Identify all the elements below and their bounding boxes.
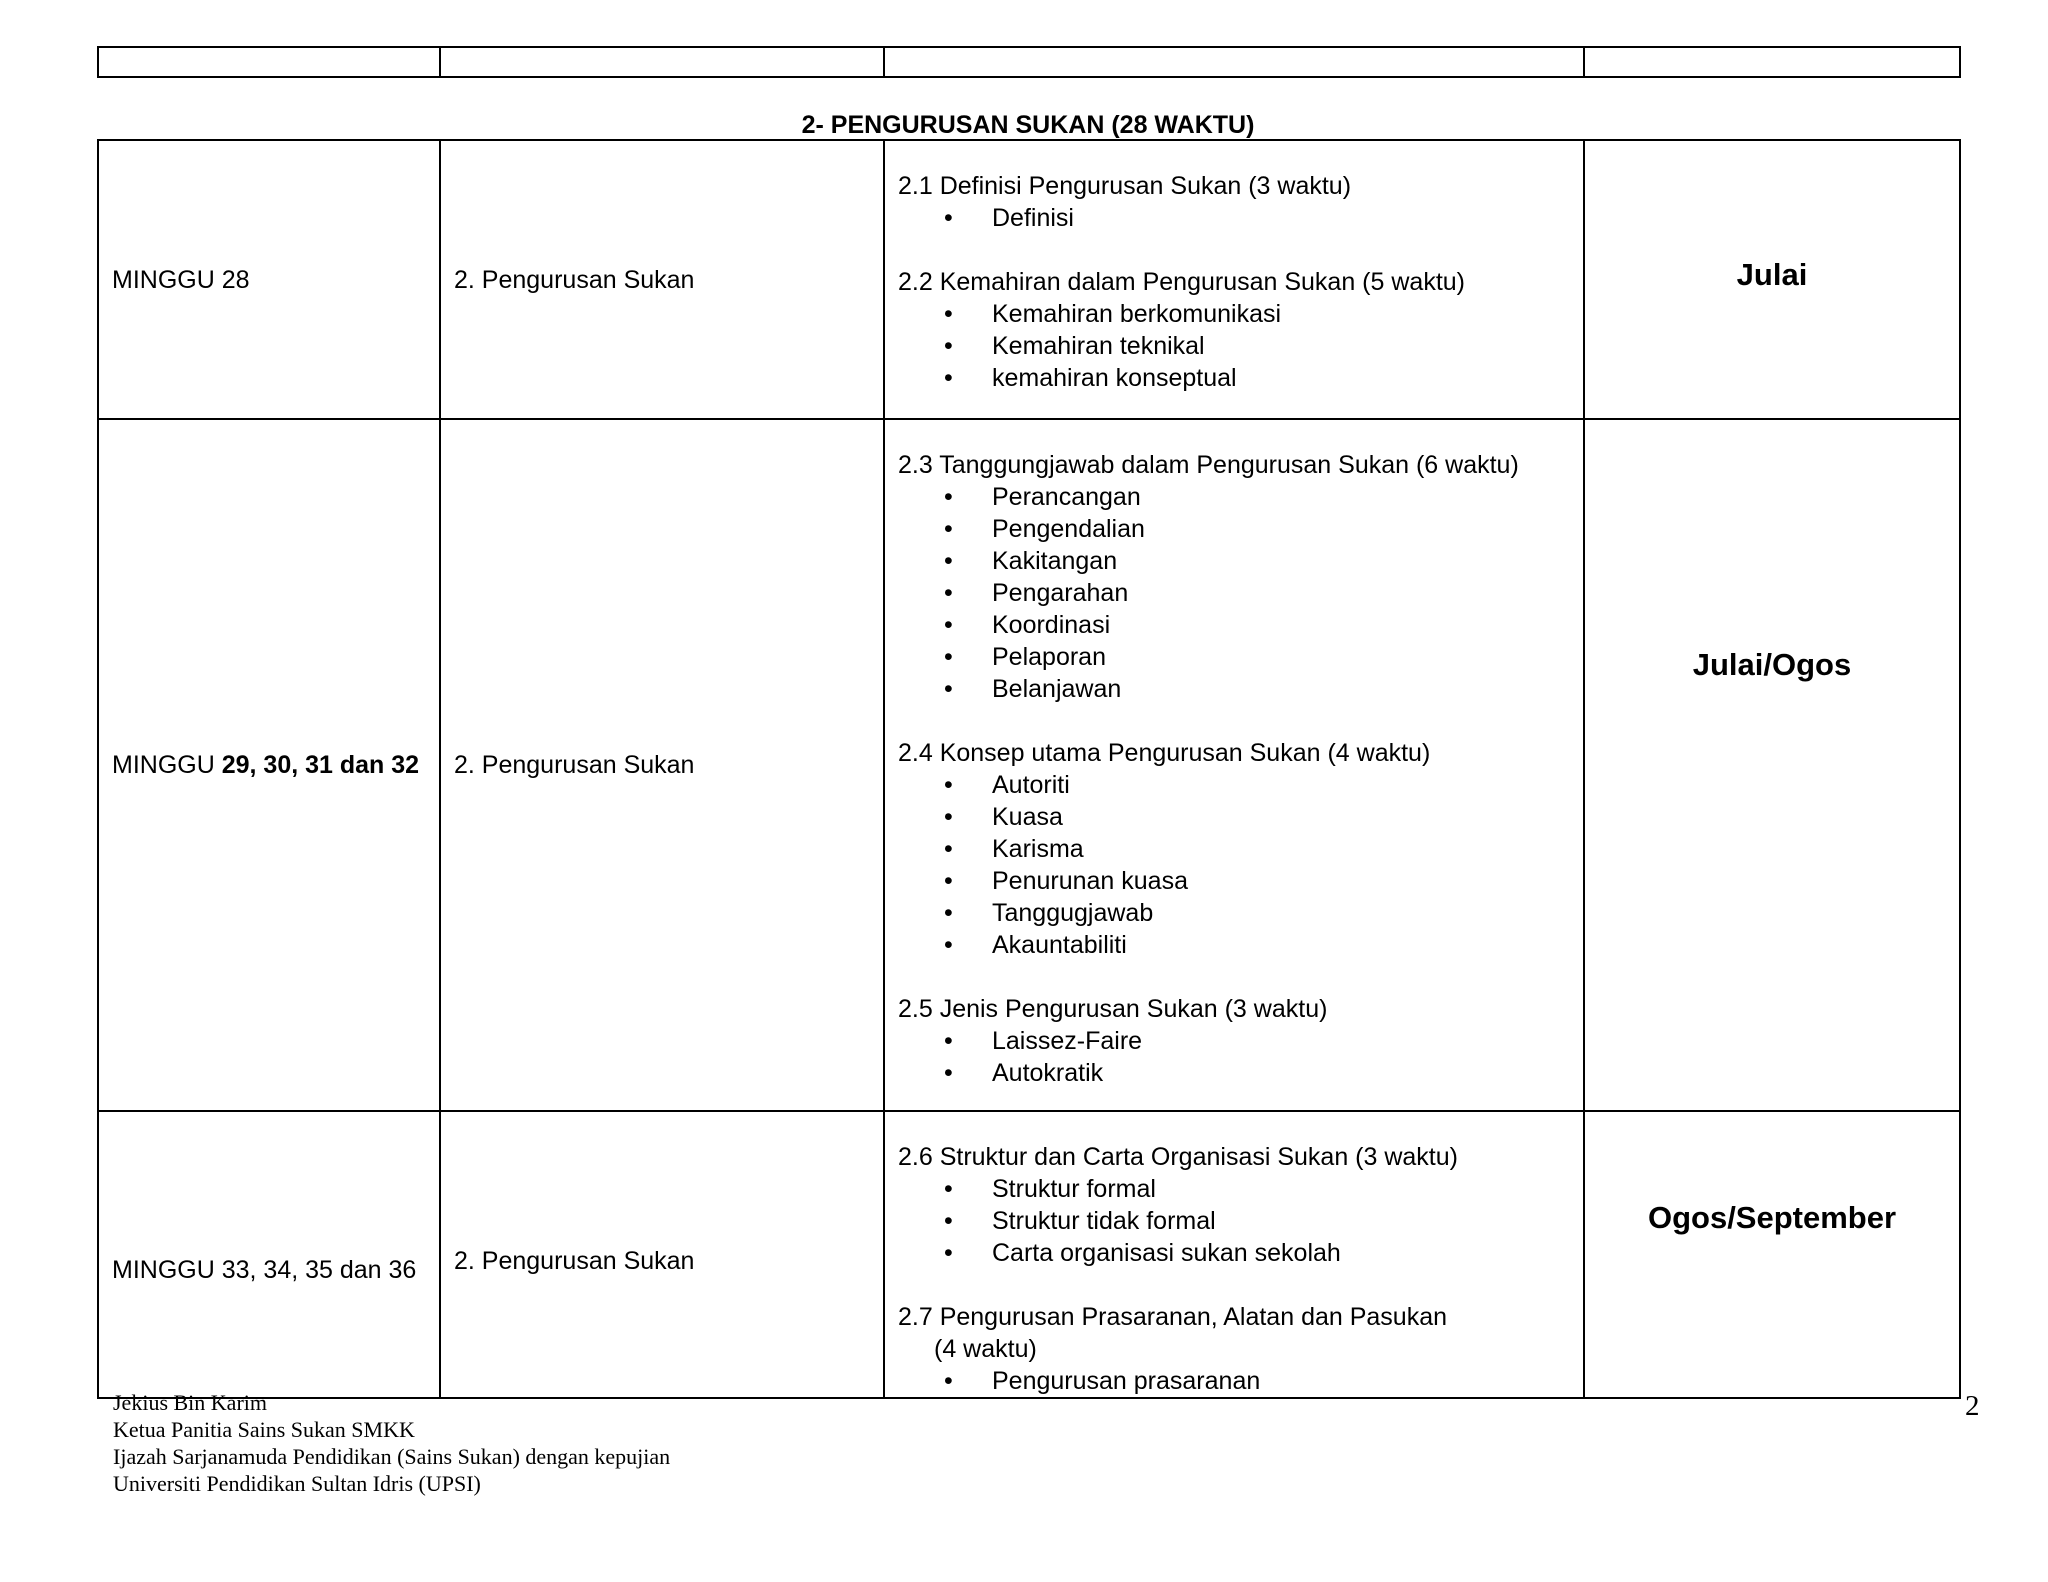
week-cell: MINGGU 29, 30, 31 dan 32 [98,419,440,1111]
topic-title: 2.6 Struktur dan Carta Organisasi Sukan (3 waktu) [898,1143,1458,1171]
topic-block [898,1141,1570,1269]
bullet-icon: • [944,1175,953,1203]
week-cell: MINGGU 33, 34, 35 dan 36 [98,1111,440,1398]
empty-cell [884,47,1584,77]
table-row [98,419,1960,1111]
bullet-icon: • [944,803,953,831]
list-item: • Pengarahan [944,579,1129,607]
topic-block [898,449,1570,705]
topic-block [898,1301,1570,1397]
footer-line: Universiti Pendidikan Sultan Idris (UPSI) [113,1471,481,1496]
bullet-icon: • [944,1059,953,1087]
list-item: • Tanggugjawab [944,899,1154,927]
bullet-icon: • [944,835,953,863]
page-number: 2 [1965,1390,1980,1422]
footer-line: Jekius Bin Karim [113,1390,267,1415]
list-item: • Koordinasi [944,611,1111,639]
top-empty-table [97,46,1961,78]
topic-block [898,993,1570,1089]
bullet-icon: • [944,899,953,927]
list-item: • Penurunan kuasa [944,867,1188,895]
unit-cell: 2. Pengurusan Sukan [440,1111,884,1398]
footer-line: Ijazah Sarjanamuda Pendidikan (Sains Sukan) dengan kepujian [113,1444,671,1469]
list-item: • Pelaporan [944,643,1106,671]
unit-cell: 2. Pengurusan Sukan [440,419,884,1111]
footer-line: Ketua Panitia Sains Sukan SMKK [113,1417,415,1442]
list-item: • Definisi [944,204,1074,232]
bullet-icon: • [944,515,953,543]
topic-title: 2.2 Kemahiran dalam Pengurusan Sukan (5 waktu) [898,268,1465,296]
month-cell: Julai [1584,140,1960,419]
topic-block [898,266,1570,394]
bullet-icon: • [944,611,953,639]
month-cell: Julai/Ogos [1584,419,1960,1111]
list-item: • Carta organisasi sukan sekolah [944,1239,1341,1267]
list-item: • Pengendalian [944,515,1145,543]
empty-table-row [98,47,1960,77]
bullet-icon: • [944,300,953,328]
list-item: • Autokratik [944,1059,1104,1087]
list-item: • Perancangan [944,483,1141,511]
topic-block [898,737,1570,961]
week-cell: MINGGU 28 [98,140,440,419]
bullet-icon: • [944,1239,953,1267]
bullet-icon: • [944,483,953,511]
topic-title: 2.3 Tanggungjawab dalam Pengurusan Sukan (6 waktu) [898,451,1519,479]
list-item: • Akauntabiliti [944,931,1127,959]
list-item: • Kemahiran teknikal [944,332,1205,360]
bullet-icon: • [944,931,953,959]
bullet-icon: • [944,1367,953,1395]
topic-block [898,170,1570,234]
bullet-icon: • [944,579,953,607]
bullet-icon: • [944,643,953,671]
topic-list [898,1025,1570,1089]
topic-list [898,481,1570,705]
bullet-icon: • [944,364,953,392]
bullet-icon: • [944,867,953,895]
topic-title: 2.4 Konsep utama Pengurusan Sukan (4 waktu) [898,739,1431,767]
topics-cell [884,419,1584,1111]
list-item: • Belanjawan [944,675,1122,703]
footer [113,1389,670,1497]
list-item: • Kuasa [944,803,1063,831]
table-row [98,1111,1960,1398]
table-row [98,140,1960,419]
schedule-table [97,139,1961,1399]
topic-list [898,1173,1570,1269]
topics-cell [884,1111,1584,1398]
bullet-icon: • [944,1207,953,1235]
list-item: • Pengurusan prasaranan [944,1367,1261,1395]
empty-cell [1584,47,1960,77]
topics-cell [884,140,1584,419]
unit-cell: 2. Pengurusan Sukan [440,140,884,419]
topic-list [898,769,1570,961]
topic-title: 2.7 Pengurusan Prasaranan, Alatan dan Pasukan (4 waktu) [898,1303,1448,1363]
topic-title: 2.5 Jenis Pengurusan Sukan (3 waktu) [898,995,1328,1023]
list-item: • Karisma [944,835,1084,863]
list-item: • Autoriti [944,771,1070,799]
list-item: • Struktur formal [944,1175,1156,1203]
topic-list [898,1365,1570,1397]
topic-list [898,298,1570,394]
bullet-icon: • [944,1027,953,1055]
list-item: • Kakitangan [944,547,1118,575]
empty-cell [98,47,440,77]
bullet-icon: • [944,547,953,575]
topic-list [898,202,1570,234]
bullet-icon: • [944,204,953,232]
bullet-icon: • [944,771,953,799]
topic-title: 2.1 Definisi Pengurusan Sukan (3 waktu) [898,172,1352,200]
bullet-icon: • [944,675,953,703]
list-item: • Kemahiran berkomunikasi [944,300,1282,328]
bullet-icon: • [944,332,953,360]
section-heading: 2- PENGURUSAN SUKAN (28 WAKTU) [801,111,1255,139]
list-item: • Laissez-Faire [944,1027,1143,1055]
list-item: • kemahiran konseptual [944,364,1237,392]
list-item: • Struktur tidak formal [944,1207,1216,1235]
empty-cell [440,47,884,77]
month-cell: Ogos/September [1584,1111,1960,1398]
